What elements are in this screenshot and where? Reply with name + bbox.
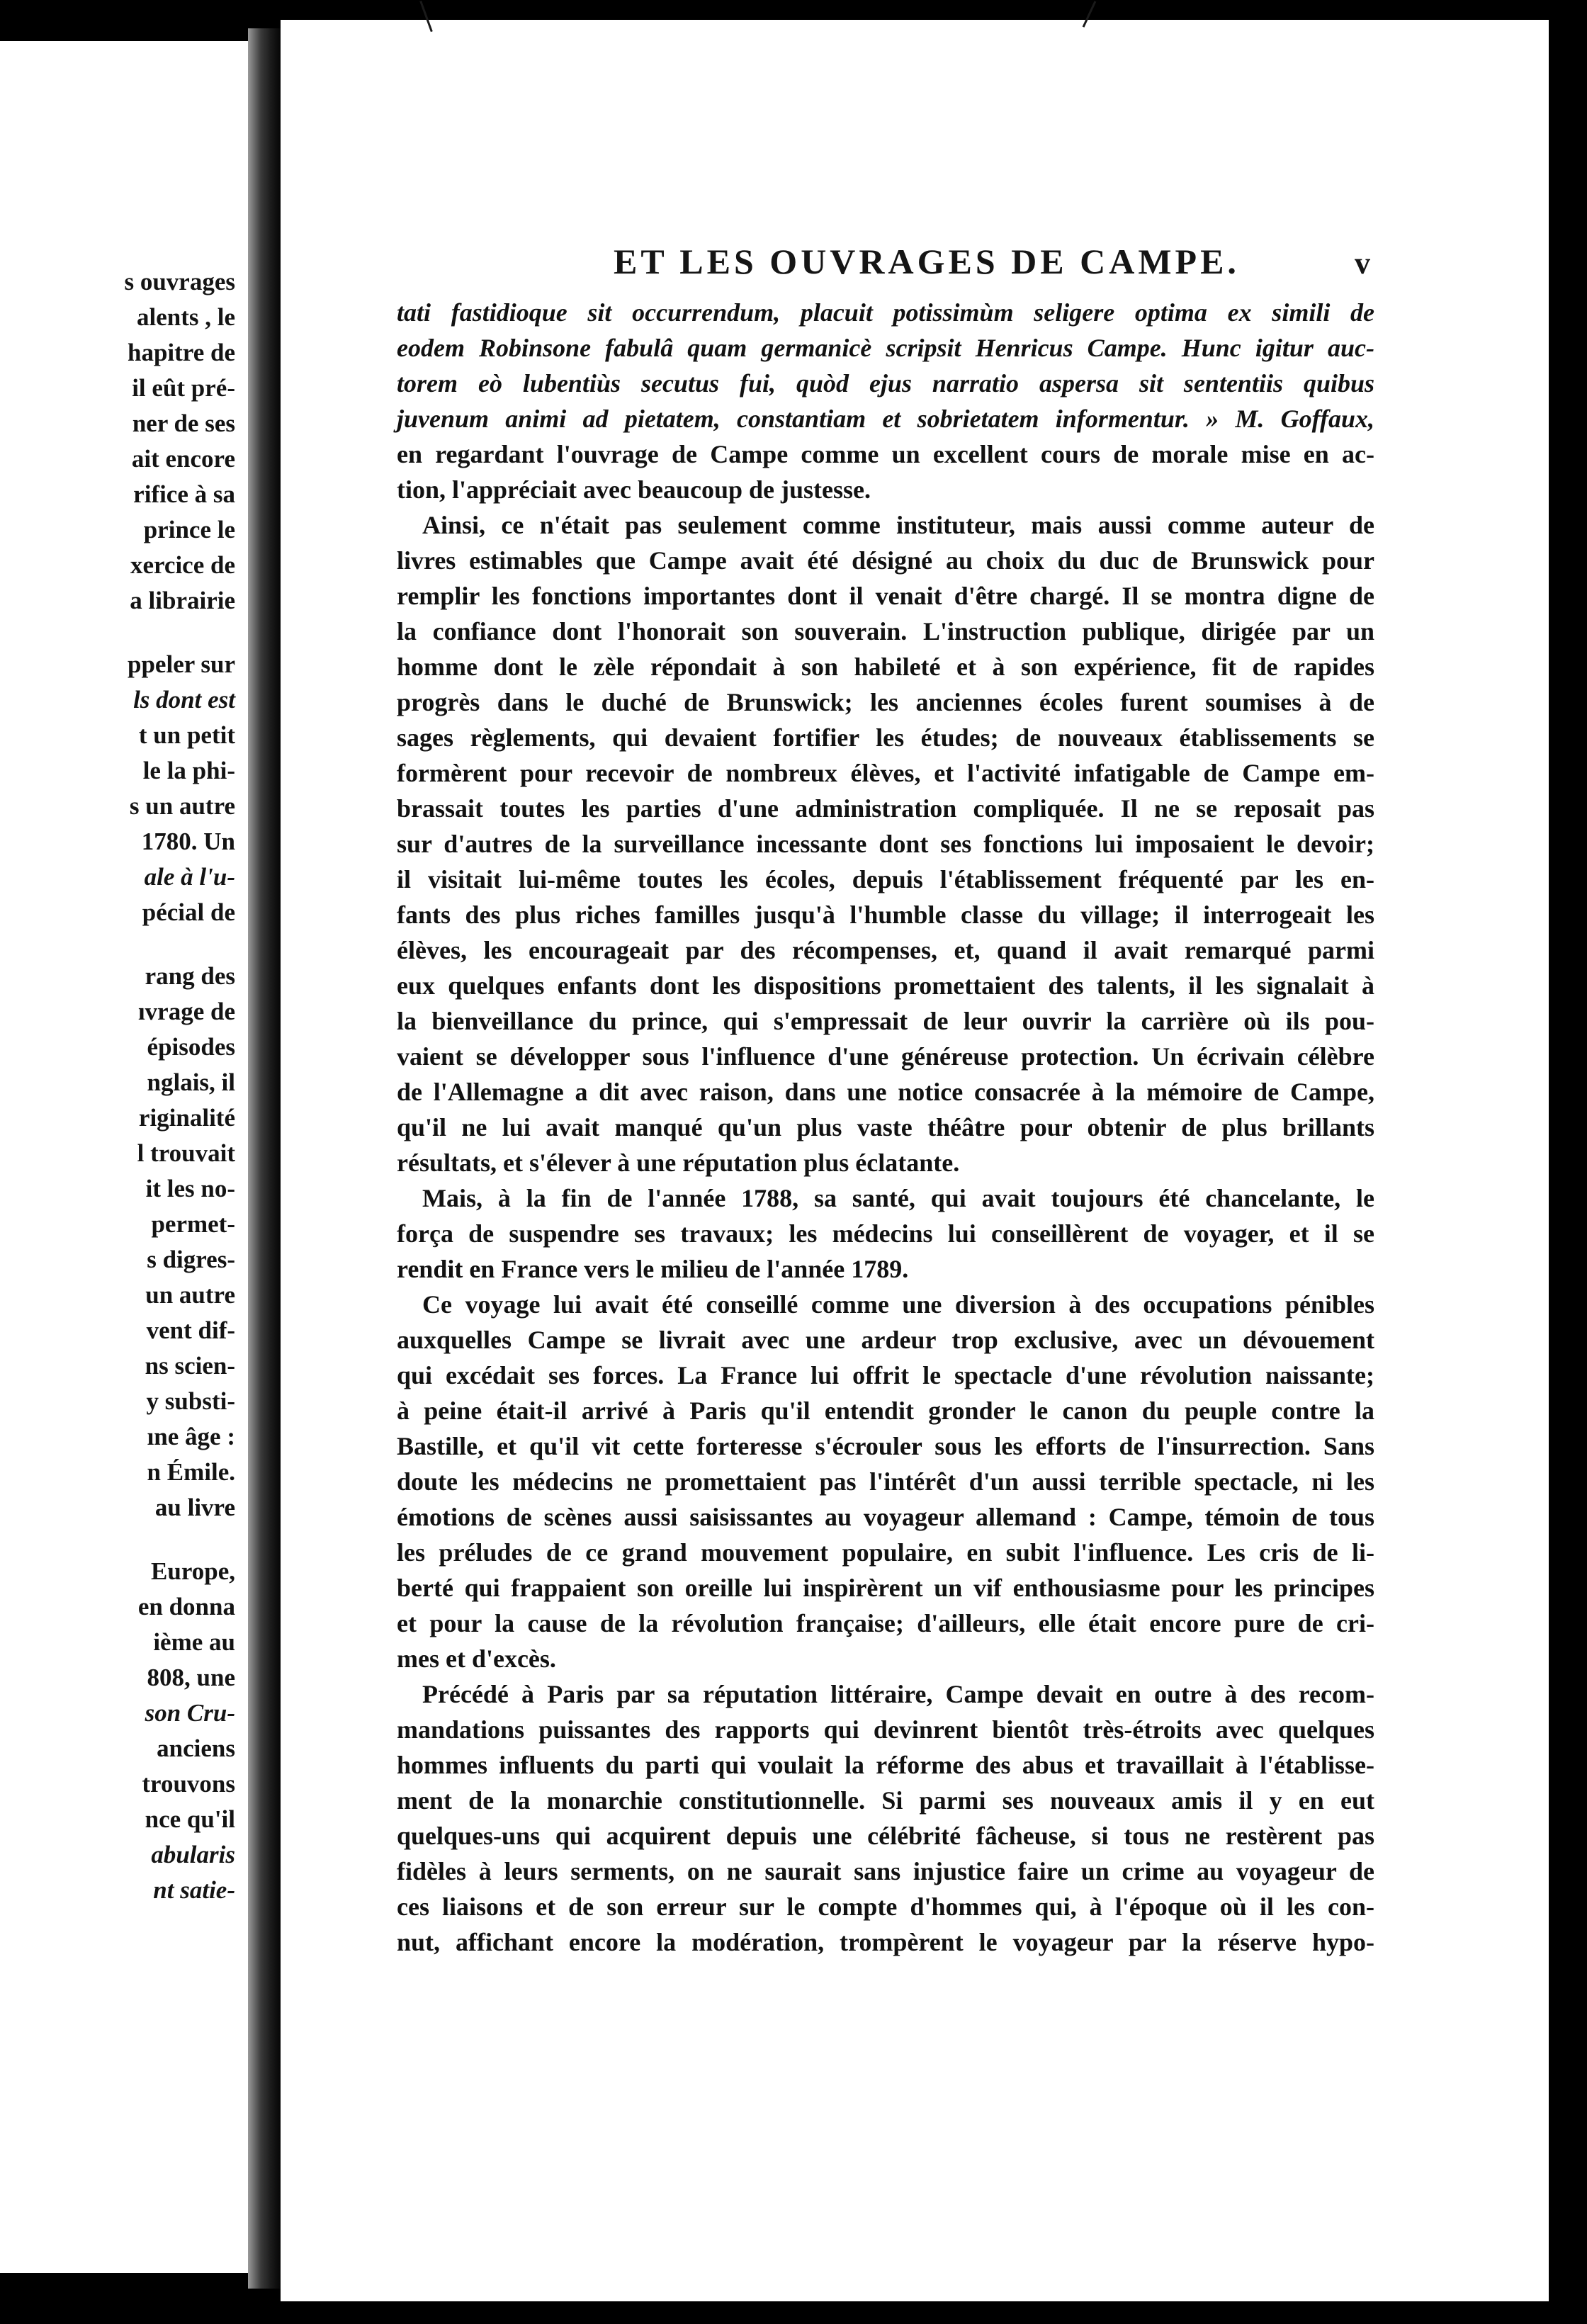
text-line: Bastille, et qu'il vit cette forteresse s'écrouler sous les efforts de l'insurrection. Sans [397, 1432, 1374, 1460]
left-text-fragment: le la phi- [142, 757, 235, 784]
running-head: ET LES OUVRAGES DE CAMPE. [614, 242, 1240, 281]
text-line: Précédé à Paris par sa réputation littéraire, Campe devait en outre à des recom- [422, 1680, 1374, 1708]
left-text-fragment: un autre [145, 1281, 235, 1309]
text-line: mes et d'excès. [397, 1645, 556, 1673]
left-text-fragment: ait encore [131, 445, 235, 473]
text-line: résultats, et s'élever à une réputation plus éclatante. [397, 1149, 960, 1177]
left-text-fragment: son Cru- [145, 1699, 235, 1727]
left-text-fragment: nt satie- [153, 1876, 235, 1904]
left-text-fragment: hapitre de [128, 339, 235, 366]
text-line: nut, affichant encore la modération, trompèrent le voyageur par la réserve hypo- [397, 1928, 1374, 1956]
left-text-fragment: y substi- [146, 1387, 235, 1415]
text-line: sages règlements, qui devaient fortifier les études; de nouveaux établissements se [397, 723, 1374, 752]
left-page-fragment [0, 41, 248, 2273]
left-text-fragment: en donna [137, 1593, 235, 1620]
text-line: à peine était-il arrivé à Paris qu'il entendit gronder le canon du peuple contre la [397, 1397, 1374, 1425]
text-line: qu'il ne lui avait manqué qu'un plus vaste théâtre pour obtenir de plus brillants [397, 1113, 1374, 1141]
text-line: berté qui frappaient son oreille lui inspirèrent un vif enthousiasme pour les principes [397, 1574, 1374, 1602]
text-line: remplir les fonctions importantes dont il venait d'être chargé. Il se montra digne de [397, 582, 1374, 610]
text-line: livres estimables que Campe avait été désigné au choix du duc de Brunswick pour [397, 546, 1374, 575]
text-line: eodem Robinsone fabulâ quam germanicè scripsit Henricus Campe. Hunc igitur auc- [397, 334, 1374, 362]
text-line: juvenum animi ad pietatem, constantiam et sobrietatem informentur. » M. Goffaux, [397, 405, 1374, 433]
left-text-fragment: vent dif- [146, 1316, 235, 1344]
text-line: torem eò lubentiùs secutus fui, quòd ejus narratio aspersa sit sententiis quibus [397, 369, 1374, 397]
text-line: Ce voyage lui avait été conseillé comme une diversion à des occupations pénibles [422, 1290, 1374, 1319]
text-line: brassait toutes les parties d'une administration compliquée. Il ne se reposait pas [397, 794, 1374, 823]
book-gutter [248, 28, 281, 2289]
text-line: de l'Allemagne a dit avec raison, dans une notice consacrée à la mémoire de Campe, [397, 1078, 1374, 1106]
left-text-fragment: n Émile. [147, 1458, 235, 1486]
left-text-fragment: l trouvait [137, 1139, 235, 1167]
left-text-fragment: permet- [151, 1210, 235, 1238]
text-line: tion, l'appréciait avec beaucoup de justesse. [397, 475, 871, 504]
text-line: fants des plus riches familles jusqu'à l'humble classe du village; il interrogeait les [397, 901, 1374, 929]
text-line: la bienveillance du prince, qui s'empressait de leur ouvrir la carrière où ils pou- [397, 1007, 1374, 1035]
left-text-fragment: alents , le [136, 303, 235, 331]
text-line: il visitait lui-même toutes les écoles, depuis l'établissement fréquenté par les en- [397, 865, 1374, 893]
text-line: quelques-uns qui acquirent depuis une célébrité fâcheuse, si tous ne restèrent pas [397, 1822, 1374, 1850]
left-text-fragment: ppeler sur [128, 650, 235, 678]
text-line: hommes influents du parti qui voulait la réforme des abus et travaillait à l'établisse- [397, 1751, 1374, 1779]
text-line: rendit en France vers le milieu de l'année 1789. [397, 1255, 909, 1283]
left-text-fragment: a librairie [130, 587, 235, 614]
left-text-fragment: nglais, il [147, 1068, 235, 1096]
text-line: émotions de scènes aussi saisissantes au voyageur allemand : Campe, témoin de tous [397, 1503, 1374, 1531]
text-line: mandations puissantes des rapports qui devinrent bientôt très-étroits avec quelques [397, 1715, 1374, 1744]
text-line: eux quelques enfants dont les dispositions promettaient des talents, il les signalait à [397, 971, 1374, 1000]
left-text-fragment: 808, une [147, 1664, 235, 1691]
text-line: força de suspendre ses travaux; les médecins lui conseillèrent de voyager, et il se [397, 1219, 1374, 1248]
text-line: doute les médecins ne promettaient pas l'intérêt d'un aussi terrible spectacle, ni les [397, 1467, 1374, 1496]
left-text-fragment: ls dont est [133, 686, 235, 713]
right-page [281, 20, 1549, 2301]
text-line: et pour la cause de la révolution française; d'ailleurs, elle était encore pure de cri- [397, 1609, 1374, 1637]
left-text-fragment: pécial de [142, 898, 235, 926]
text-line: auxquelles Campe se livrait avec une ardeur trop exclusive, avec un dévouement [397, 1326, 1374, 1354]
text-line: ment de la monarchie constitutionnelle. Si parmi ses nouveaux amis il y en eut [397, 1786, 1374, 1815]
left-text-fragment: xercice de [130, 551, 235, 579]
text-line: Ainsi, ce n'était pas seulement comme instituteur, mais aussi comme auteur de [422, 511, 1374, 539]
text-line: la confiance dont l'honorait son souverain. L'instruction publique, dirigée par un [397, 617, 1374, 645]
left-text-fragment: t un petit [138, 721, 235, 749]
text-line: en regardant l'ouvrage de Campe comme un excellent cours de morale mise en ac- [397, 440, 1374, 468]
page-number: v [1355, 246, 1370, 281]
text-line: sur d'autres de la surveillance incessante dont ses fonctions lui imposaient le devoir; [397, 830, 1374, 858]
left-text-fragment: rifice à sa [133, 480, 235, 508]
left-text-fragment: au livre [154, 1494, 235, 1521]
left-text-fragment: it les no- [145, 1175, 235, 1202]
left-text-fragment: il eût pré- [132, 374, 235, 402]
left-text-fragment: ale à l'u- [144, 863, 235, 891]
text-line: homme dont le zèle répondait à son habileté et à son expérience, fit de rapides [397, 653, 1374, 681]
left-text-fragment: rang des [145, 962, 235, 990]
left-text-fragment: s digres- [147, 1246, 235, 1273]
text-line: tati fastidioque sit occurrendum, placuit potissimùm seligere optima ex simili de [397, 298, 1374, 327]
left-text-fragment: ième au [153, 1628, 235, 1656]
left-text-fragment: anciens [157, 1734, 235, 1762]
left-text-fragment: prince le [143, 516, 235, 543]
left-text-fragment: ner de ses [132, 410, 235, 437]
left-text-fragment: s ouvrages [124, 268, 235, 295]
left-text-fragment: épisodes [147, 1033, 235, 1061]
left-text-fragment: ıvrage de [137, 998, 235, 1025]
left-text-fragment: Europe, [151, 1557, 235, 1585]
text-line: les préludes de ce grand mouvement populaire, en subit l'influence. Les cris de li- [397, 1538, 1374, 1567]
left-text-fragment: riginalité [138, 1104, 235, 1132]
left-text-fragment: abularis [151, 1841, 235, 1868]
left-text-fragment: s un autre [129, 792, 235, 820]
text-line: élèves, les encourageait par des récompenses, et, quand il avait remarqué parmi [397, 936, 1374, 964]
text-line: Mais, à la fin de l'année 1788, sa santé, qui avait toujours été chancelante, le [422, 1184, 1374, 1212]
text-line: qui excédait ses forces. La France lui offrit le spectacle d'une révolution naissante; [397, 1361, 1374, 1389]
text-line: formèrent pour recevoir de nombreux élèves, et l'activité infatigable de Campe em- [397, 759, 1374, 787]
text-line: progrès dans le duché de Brunswick; les anciennes écoles furent soumises à de [397, 688, 1374, 716]
left-text-fragment: 1780. Un [141, 828, 235, 855]
left-text-fragment: trouvons [142, 1770, 235, 1798]
text-line: vaient se développer sous l'influence d'une généreuse protection. Un écrivain célèbre [397, 1042, 1374, 1071]
left-text-fragment: ıne âge : [147, 1423, 235, 1450]
text-line: ces liaisons et de son erreur sur le compte d'hommes qui, à l'époque où il les con- [397, 1893, 1374, 1921]
left-text-fragment: nce qu'il [145, 1805, 235, 1833]
left-text-fragment: ns scien- [145, 1352, 235, 1380]
text-line: fidèles à leurs serments, on ne saurait sans injustice faire un crime au voyageur de [397, 1857, 1374, 1885]
